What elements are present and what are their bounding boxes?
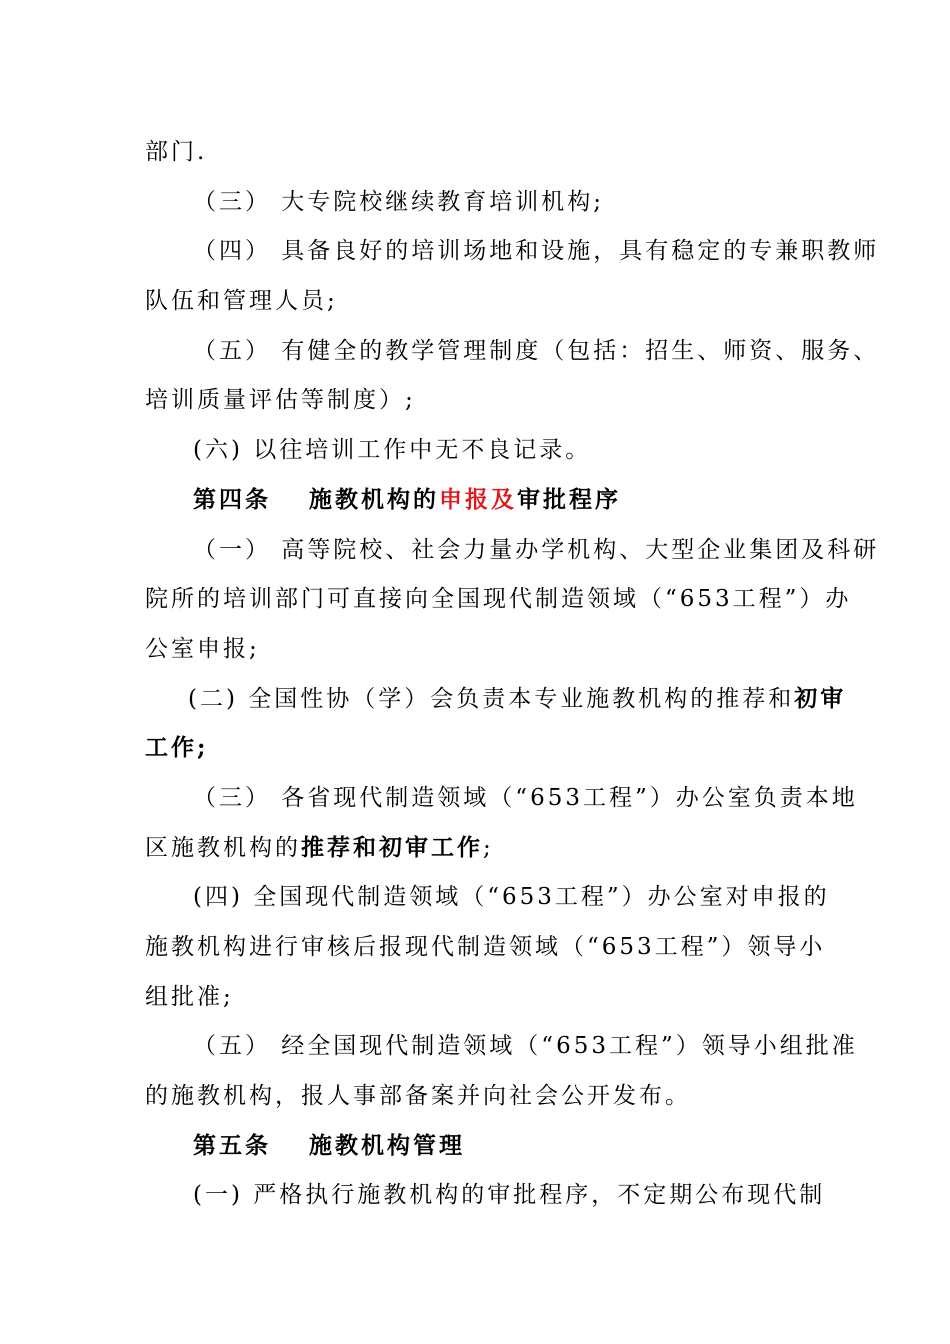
list-item-3: （三） 大专院校继续教育培训机构; (193, 189, 605, 215)
article-4-item-3-cont: 区施教机构的推荐和初审工作; (145, 834, 494, 861)
article-4-item-3: （三） 各省现代制造领域（“653工程”）办公室负责本地 (193, 785, 858, 811)
article-title: 施教机构的 (309, 486, 439, 513)
article-title-end: 审批程序 (517, 486, 621, 513)
article-title: 施教机构管理 (309, 1132, 465, 1159)
article-4-item-1-cont: 院所的培训部门可直接向全国现代制造领域（“653工程”）办 (145, 586, 852, 612)
bold-text: 推荐和初审工作 (301, 834, 483, 861)
article-number: 第五条 (193, 1132, 271, 1159)
bold-text: 初审 (794, 685, 847, 712)
article-4-item-2: (二) 全国性协（学）会负责本专业施教机构的推荐和初审 (188, 685, 847, 712)
article-4-item-1-cont2: 公室申报; (145, 636, 260, 662)
list-item-5: （五） 有健全的教学管理制度（包括：招生、师资、服务、 (193, 338, 880, 364)
article-number: 第四条 (193, 486, 271, 513)
article-4-item-5: （五） 经全国现代制造领域（“653工程”）领导小组批准 (193, 1033, 858, 1059)
list-item-6: (六) 以往培训工作中无不良记录。 (193, 437, 592, 463)
article-4-item-2-cont (145, 733, 209, 763)
article-4-item-4-cont2: 组批准; (145, 984, 234, 1010)
article-5-heading (193, 1131, 465, 1161)
list-item-4-cont: 队伍和管理人员; (145, 288, 338, 314)
text-line-continuation: 部门. (145, 139, 208, 165)
bold-text: 工作; (145, 734, 209, 761)
list-item-5-cont: 培训质量评估等制度）; (145, 387, 416, 413)
article-5-item-1: (一) 严格执行施教机构的审批程序，不定期公布现代制 (193, 1182, 826, 1208)
article-4-item-1: （一） 高等院校、社会力量办学机构、大型企业集团及科研 (193, 537, 880, 563)
article-4-item-4-cont: 施教机构进行审核后报现代制造领域（“653工程”）领导小 (145, 934, 826, 960)
list-item-4: （四） 具备良好的培训场地和设施，具有稳定的专兼职教师 (193, 238, 880, 264)
article-4-heading (193, 485, 621, 515)
article-4-item-4: (四) 全国现代制造领域（“653工程”）办公室对申报的 (193, 884, 830, 910)
highlighted-text: 申报及 (439, 486, 517, 513)
article-4-item-5-cont: 的施教机构，报人事部备案并向社会公开发布。 (145, 1083, 691, 1109)
